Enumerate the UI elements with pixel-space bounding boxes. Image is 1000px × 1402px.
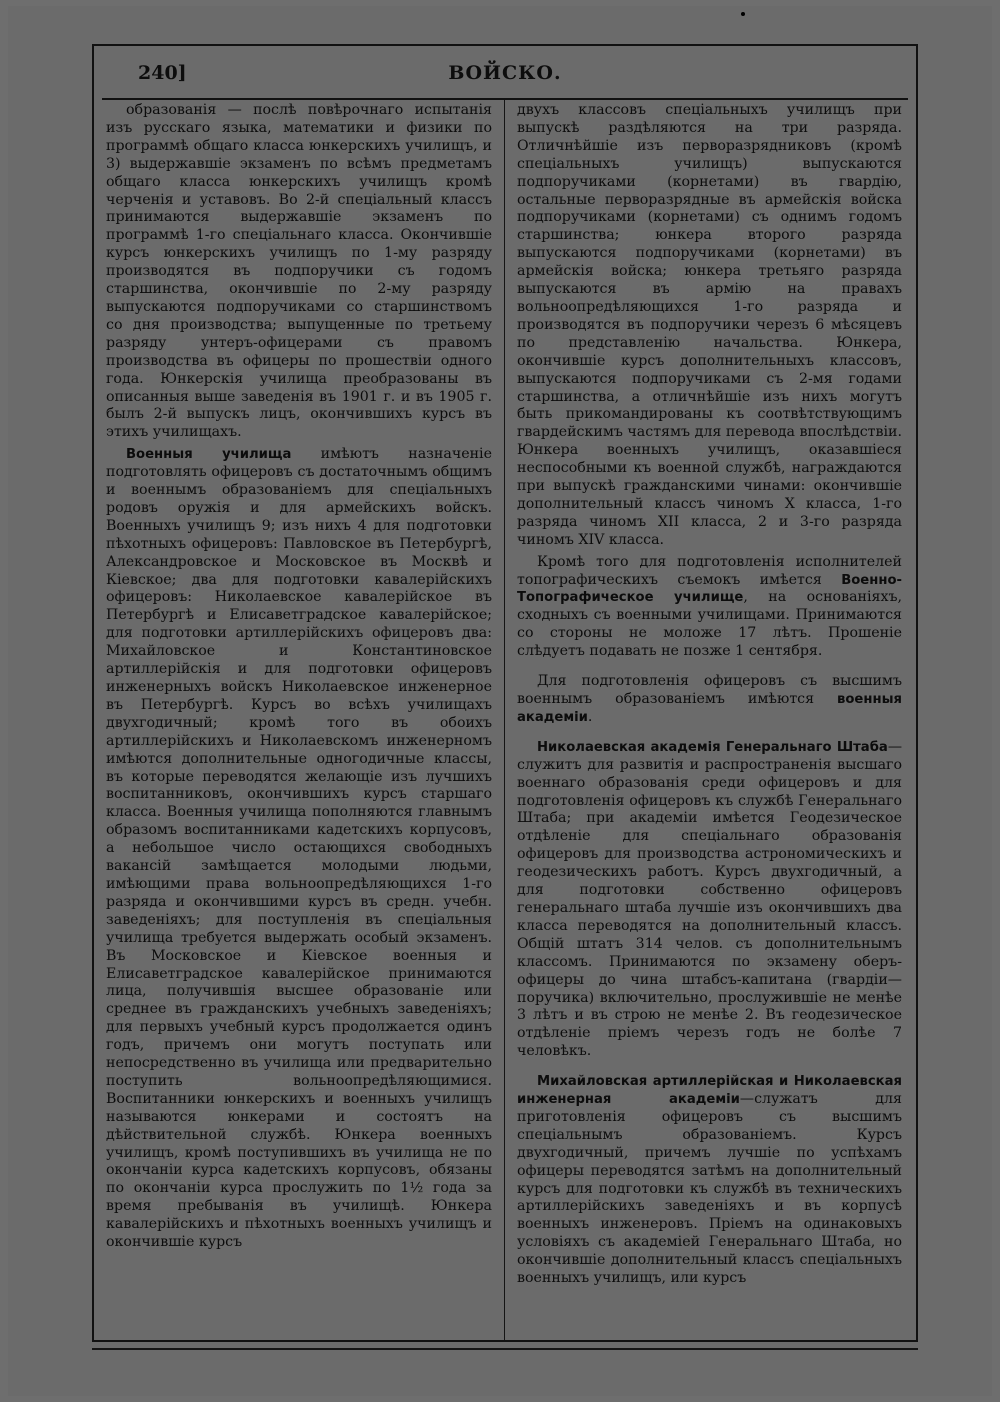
bold-term: Военныя училища (126, 447, 292, 463)
paragraph (106, 102, 492, 442)
text-run: образованія — послѣ повѣрочнаго испытанія изъ русскаго языка, математики и физики по программѣ общаго класса юнкерскихъ училищъ, и 3) выдержавшіе экзаменъ по всѣмъ предметамъ общаго класса юнкерскихъ училищъ кромѣ черченія и уставовъ. Во 2-й спеціальный классъ принимаются выдержавшіе экзаменъ по программѣ 1-го спеціальнаго класса. Окончившіе курсъ юнкерскихъ училищъ по 1-му разряду производятся въ подпоручики съ годомъ старшинства, окончившіе по 2-му разряду выпускаются подпоручиками со старшинствомъ со дня производства; выпущенные по третьему разряду унтеръ-офицерами съ правомъ производства въ офицеры по прошествіи одного года. Юнкерскія училища преобразованы въ описанныя выше заведенія въ 1901 г. и въ 1905 г. былъ 2-й выпускъ лицъ, окончившихъ курсъ въ этихъ училищахъ. (106, 102, 492, 441)
text-run: —служитъ для развитія и распространенія высшаго военнаго образованія среди офицеровъ и для подготовленія офицеровъ къ службѣ Генеральнаго Штаба; при академіи имѣется Геодезическое отдѣленіе для спеціальнаго образованія офицеровъ для производства астрономическихъ и геодезическихъ работъ. Курсъ двухгодичный, а для подготовки собственно офицеровъ генеральнаго штаба лучшіе изъ окончившихъ два класса переводятся на дополнительный классъ. Общій штатъ 314 челов. съ дополнительнымъ классомъ. Принимаются по экзамену оберъ-офицеры до чина штабсъ-капитана (гвардіи—поручика) включительно, прослужившіе не менѣе 3 лѣтъ и въ строю не менѣе 2. Въ геодезическое отдѣленіе пріемъ черезъ годъ не болѣе 7 человѣкъ. (517, 738, 902, 1060)
paragraph (517, 554, 902, 661)
running-title: ВОЙСКО. (448, 62, 562, 84)
bold-term: военныя академіи (517, 692, 902, 725)
paragraph (106, 446, 492, 1252)
paragraph (517, 102, 902, 550)
text-run: . (587, 708, 593, 725)
text-run: имѣютъ назначеніе подготовлять офицеровъ съ достаточнымъ общимъ и военнымъ образованіемъ для спеціальныхъ родовъ оружія и для армейскихъ войскъ. Военныхъ училищъ 9; изъ нихъ 4 для подготовки пѣхотныхъ офицеровъ: Павловское въ Петербургѣ, Александровское и Московское въ Москвѣ и Кіевское; два для подготовки кавалерійскихъ офицеровъ: Николаевское кавалерійское въ Петербургѣ и Елисаветградское кавалерійское; для подготовки артиллерійскихъ офицеровъ два: Михайловское и Константиновское артиллерійскія и для подготовки офицеровъ инженерныхъ войскъ Николаевское инженерное въ Петербургѣ. Курсъ во всѣхъ училищахъ двухгодичный; кромѣ того въ обоихъ артиллерійскихъ и Николаевскомъ инженерномъ имѣются дополнительные одногодичные классы, въ которые переводятся желающіе изъ лучшихъ воспитанниковъ, окончившихъ курсъ старшаго класса. Военныя училища пополняются главнымъ образомъ воспитанниками кадетскихъ корпусовъ, а небольшое число остающихся свободныхъ вакансій замѣщается молодыми людьми, имѣющими права вольноопредѣляющихся 1-го разряда и окончившими курсъ въ средн. учебн. заведеніяхъ; для поступленія въ спеціальныя училища требуется выдержать особый экзаменъ. Въ Московское и Кіевское военныя и Елисаветградское кавалерійское принимаются лица, получившія высшее образованіе или среднее въ гражданскихъ учебныхъ заведеніяхъ; для первыхъ учебный курсъ продолжается одинъ годъ, причемъ они могутъ поступать или непосредственно въ училища или предварительно поступить вольноопредѣляющимися. Воспитанники юнкерскихъ и военныхъ училищъ называются юнкерами и состоятъ на дѣйствительной службѣ. Юнкера военныхъ училищъ, кромѣ поступившихъ въ училища не по окончаніи курса кадетскихъ корпусовъ, обязаны по окончаніи курса прослужить по 1½ года за время пребыванія въ училищѣ. Юнкера кавалерійскихъ и пѣхотныхъ военныхъ училищъ и окончившіе курсъ (106, 446, 492, 1251)
text-run: Кромѣ того для подготовленія исполнителей топографическихъ съемокъ имѣется (517, 553, 902, 588)
bottom-rule (92, 1348, 918, 1350)
right-column (517, 102, 902, 1334)
bold-term: Военно-Топографическое училище (517, 572, 902, 606)
bold-term: Николаевская академія Генеральнаго Штаба (537, 739, 888, 755)
text-run: , на основаніяхъ, сходныхъ съ военными училищами. Принимаются со стороны не моложе 17 лѣтъ. Прошеніе слѣдуетъ подавать не позже 1 сентября. (517, 589, 902, 660)
text-run: Для подготовленія офицеровъ съ высшимъ военнымъ образованіемъ имѣются (517, 673, 902, 707)
page (8, 6, 992, 1396)
page-frame (92, 44, 918, 1342)
page-number: 240] (138, 62, 187, 84)
paragraph (517, 673, 902, 727)
text-run: —служатъ для приготовленія офицеровъ съ высшимъ спеціальнымъ образованіемъ. Курсъ двухгодичный, причемъ лучшіе по успѣхамъ офицеры переводятся затѣмъ на дополнительный курсъ для подготовки къ службѣ въ техническихъ артиллерійскихъ заведеніяхъ и въ корпусѣ военныхъ инженеровъ. Пріемъ на одинаковыхъ условіяхъ съ академіей Генеральнаго Штаба, но окончившіе дополнительный классъ спеціальныхъ военныхъ училищъ, или курсъ (517, 1091, 902, 1287)
header-rule (102, 98, 908, 100)
bold-term: Михайловская артиллерійская и Николаевская инженерная академіи (517, 1074, 902, 1108)
print-speck (741, 12, 745, 16)
left-column (106, 102, 492, 1334)
page-header (96, 46, 914, 104)
column-divider (504, 100, 505, 1340)
paragraph (517, 739, 902, 1061)
text-run: двухъ классовъ спеціальныхъ училищъ при выпускѣ раздѣляются на три разряда. Отличнѣйшіе изъ перворазрядниковъ (кромѣ спеціальныхъ училищъ) выпускаются подпоручиками (корнетами) въ гвардію, остальные перворазрядные въ армейскія войска подпоручиками (корнетами) съ однимъ годомъ старшинства; юнкера второго разряда выпускаются подпоручиками (корнетами) въ армейскія войска; юнкера третьяго разряда выпускаются въ армію на правахъ вольноопредѣляющихся 1-го разряда и производятся въ подпоручики черезъ 6 мѣсяцевъ по представленію начальства. Юнкера, окончившіе курсъ дополнительныхъ классовъ, выпускаются подпоручиками съ 2-мя годами старшинства, а отличнѣйшіе изъ нихъ могутъ быть прикомандированы къ соотвѣтствующимъ гвардейскимъ частямъ для перевода впослѣдствіи. Юнкера военныхъ училищъ, оказавшіеся неспособными къ военной службѣ, награждаются при выпускѣ гражданскими чинами: окончившіе дополнительный классъ чиномъ X класса, 1-го разряда чиномъ XII класса, 2 и 3-го разряда чиномъ XIV класса. (517, 102, 902, 548)
paragraph (517, 1073, 902, 1288)
